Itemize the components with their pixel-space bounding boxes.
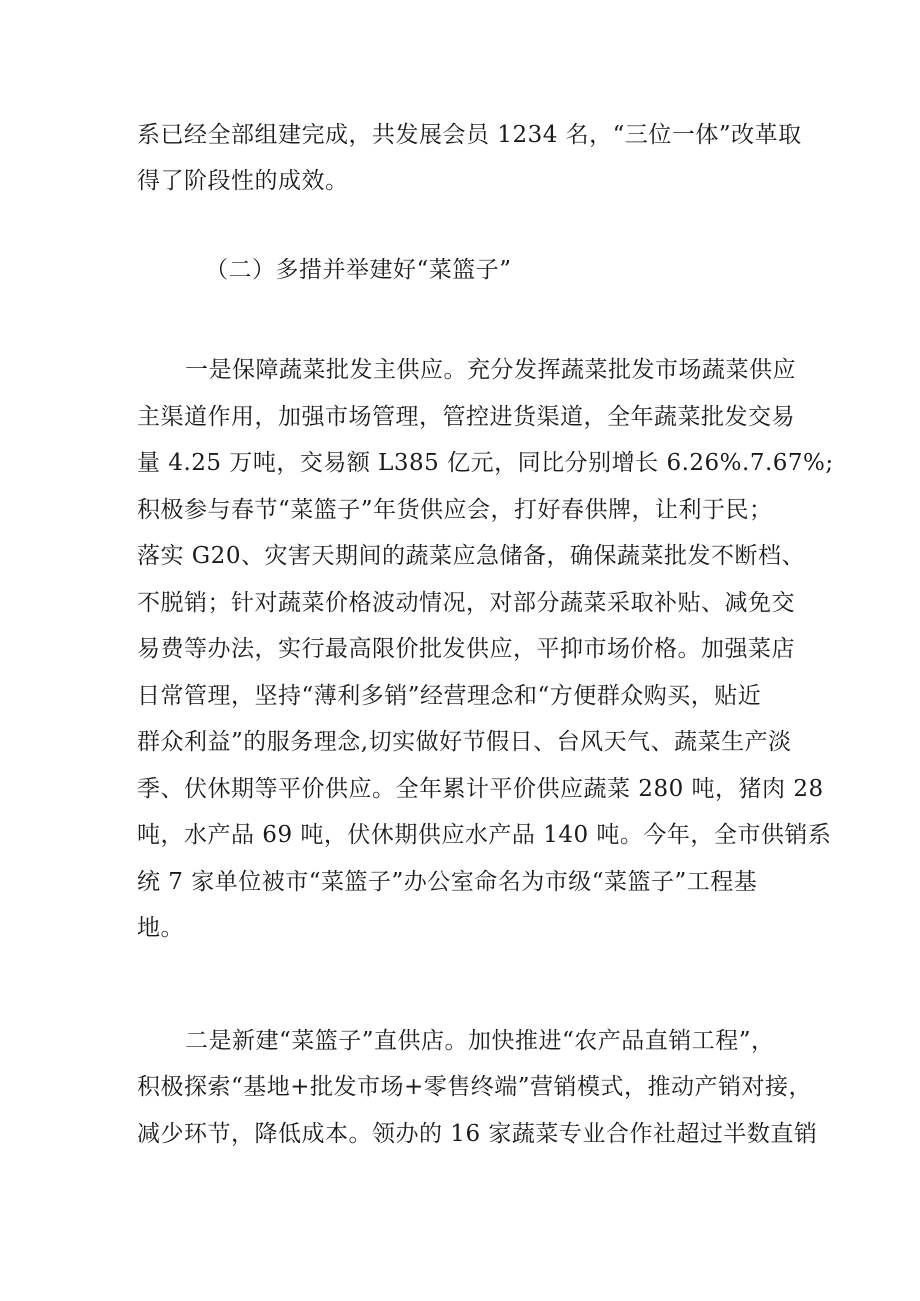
text-line: 减少环节，降低成本。领办的 16 家蔬菜专业合作社超过半数直销	[137, 1121, 818, 1147]
text-line: 量 4.25 万吨，交易额 L385 亿元，同比分别增长 6.26%.7.67%;	[137, 450, 834, 476]
text-line: 吨，水产品 69 吨，伏休期供应水产品 140 吨。今年，全市供销系	[137, 822, 832, 848]
text-line: 二是新建“菜篮子”直供店。加快推进“农产品直销工程”，	[185, 1028, 775, 1054]
text-line: 地。	[137, 915, 184, 941]
text-line: 不脱销；针对蔬菜价格波动情况，对部分蔬菜采取补贴、减免交	[137, 590, 795, 616]
text-line: 群众利益”的服务理念,切实做好节假日、台风天气、蔬菜生产淡	[137, 729, 792, 755]
text-line: 积极探索“基地+批发市场+零售终端”营销模式，推动产销对接，	[137, 1074, 813, 1100]
text-line: 日常管理，坚持“薄利多销”经营理念和“方便群众购买，贴近	[137, 683, 762, 709]
text-line: 一是保障蔬菜批发主供应。充分发挥蔬菜批发市场蔬菜供应	[185, 357, 796, 383]
text-line: 积极参与春节“菜篮子”年货供应会，打好春供牌，让利于民；	[137, 497, 773, 523]
text-line: 季、伏休期等平价供应。全年累计平价供应蔬菜 280 吨，猪肉 28	[137, 776, 824, 802]
text-line: 得了阶段性的成效。	[137, 168, 349, 194]
text-line: 落实 G20、灾害天期间的蔬菜应急储备，确保蔬菜批发不断档、	[137, 543, 805, 569]
text-line: 系已经全部组建完成，共发展会员 1234 名，“三位一体”改革取	[137, 122, 802, 148]
text-line: 主渠道作用，加强市场管理，管控进货渠道，全年蔬菜批发交易	[137, 404, 795, 430]
text-line: 易费等办法，实行最高限价批发供应，平抑市场价格。加强菜店	[137, 636, 795, 662]
text-line: 统 7 家单位被市“菜篮子”办公室命名为市级“菜篮子”工程基	[137, 869, 758, 895]
section-heading: （二）多措并举建好“菜篮子”	[205, 257, 512, 283]
